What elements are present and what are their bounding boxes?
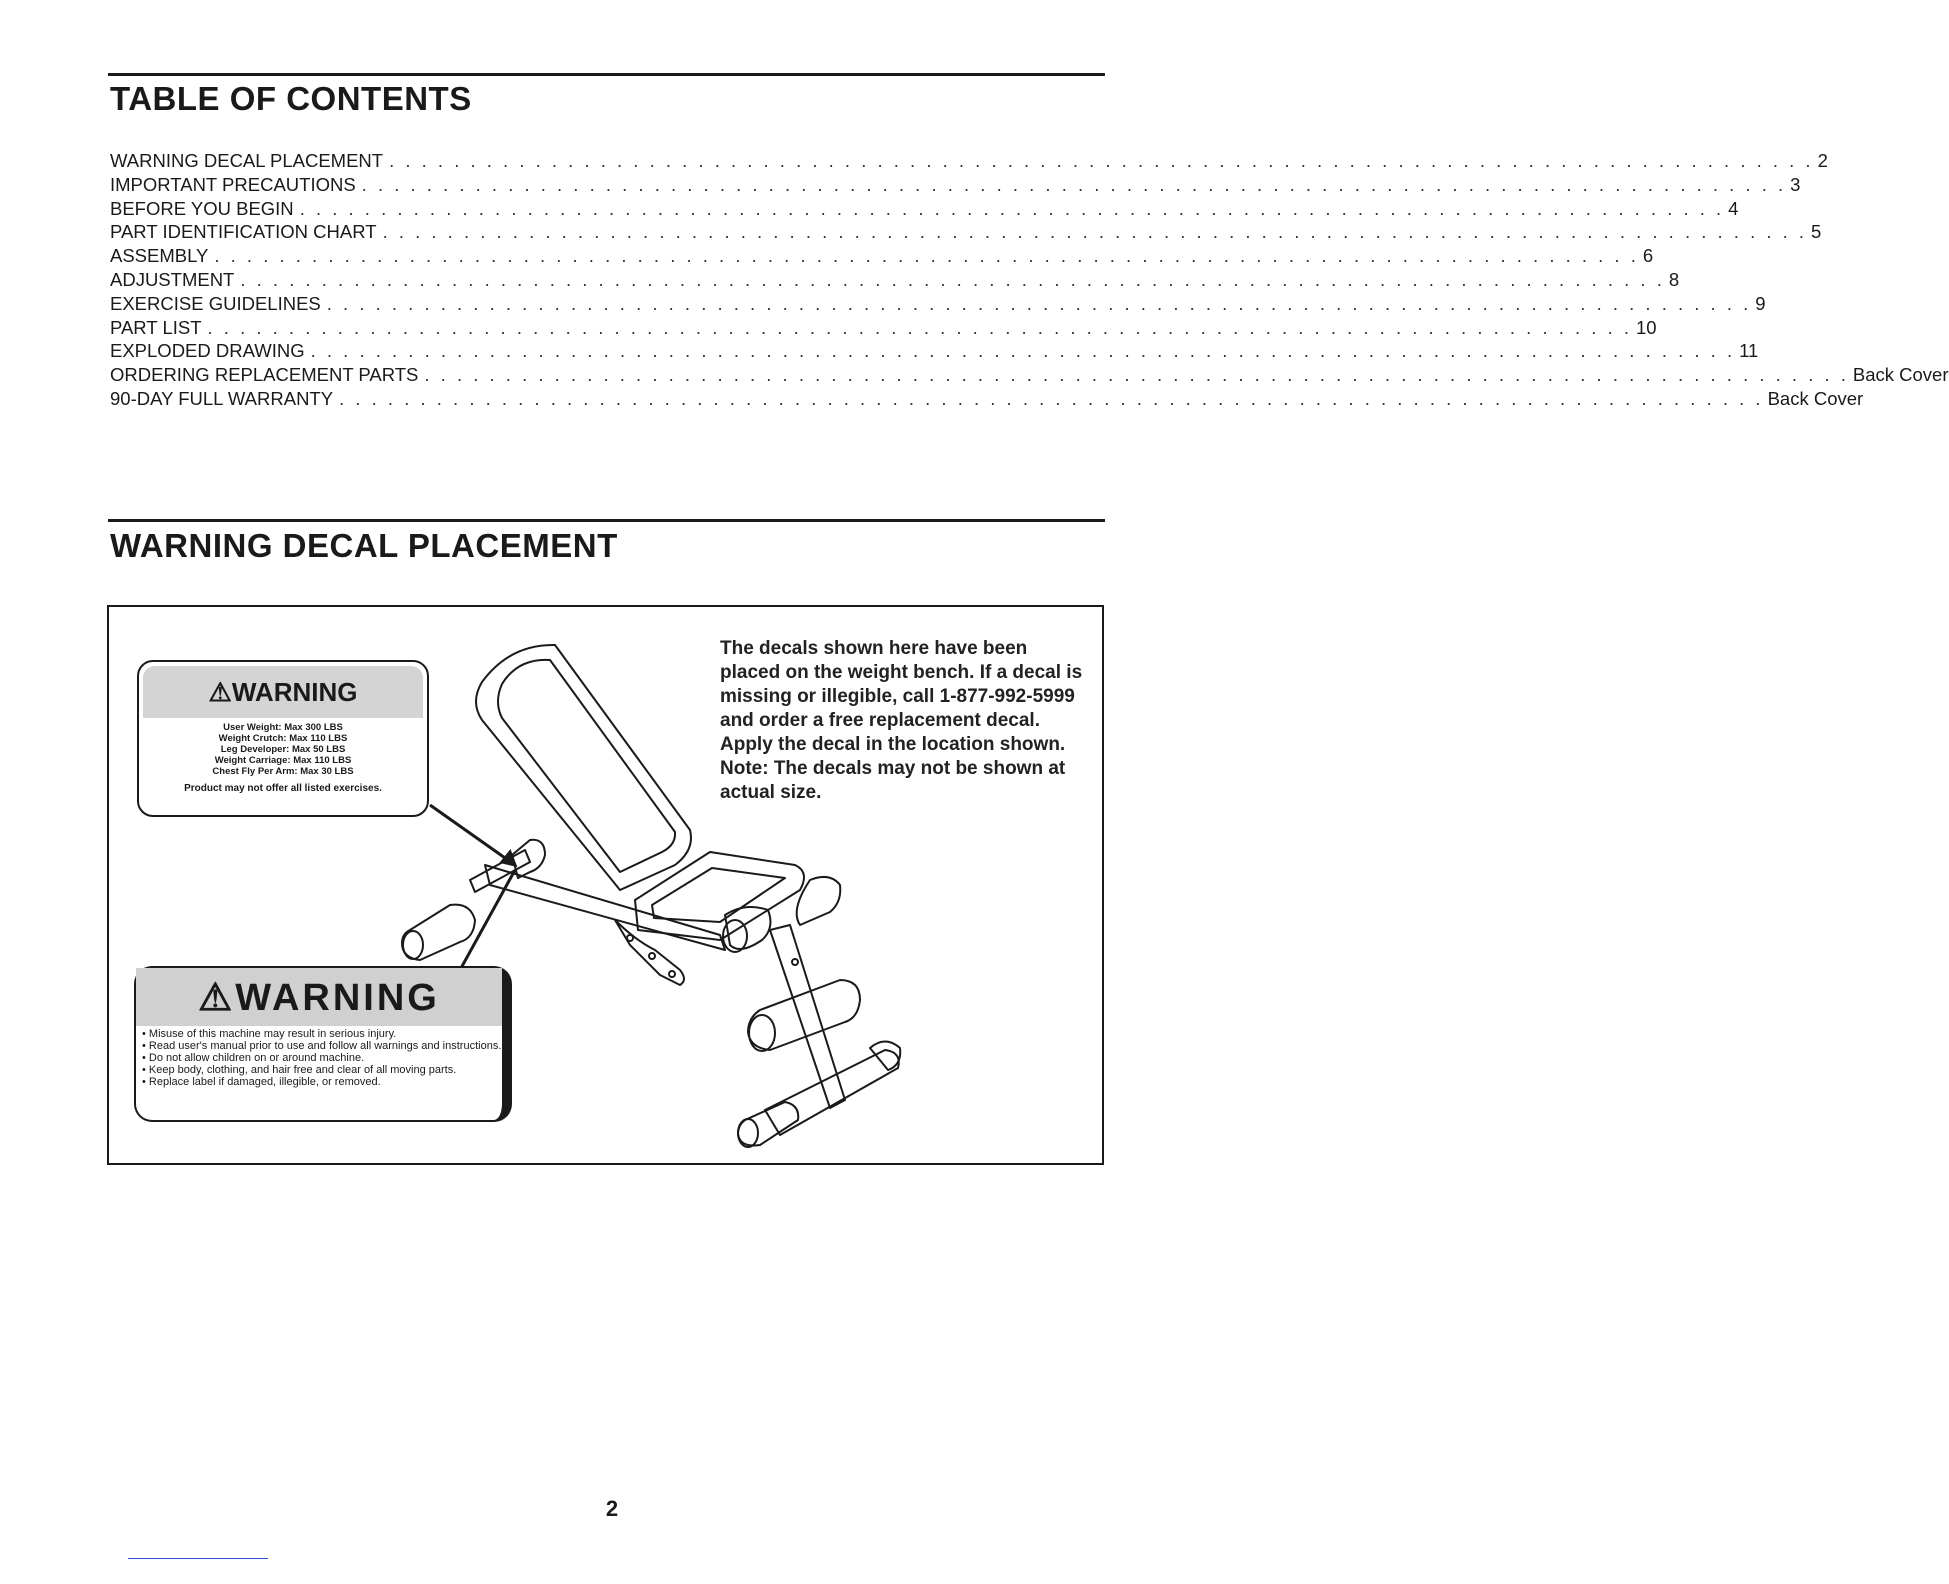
toc-entry-page: 8 [1668, 268, 1680, 290]
toc-entry[interactable] [110, 292, 1766, 316]
warning-bullets [142, 1028, 502, 1088]
front-roller-left-end [403, 931, 423, 959]
toc-entry-page: Back Cover [1852, 364, 1949, 386]
toc-leader-dots: . . . . . . . . . . . . . . . . . . . . . . . . . . . . . . . . . . . . . . . . . . . . . . . . . . . . . . . . . . . . . . . . . . . . . . . . . . . . . . . . . . . . . . . . [240, 268, 1665, 290]
backrest-pad-inset [498, 660, 675, 872]
toc-entry-page: 6 [1642, 245, 1654, 267]
toc-leader-dots: . . . . . . . . . . . . . . . . . . . . . . . . . . . . . . . . . . . . . . . . . . . . . . . . . . . . . . . . . . . . . . . . . . . . . . . . . . . . . . . . . . . . . . . . [382, 221, 1808, 243]
toc-leader-dots: . . . . . . . . . . . . . . . . . . . . . . . . . . . . . . . . . . . . . . . . . . . . . . . . . . . . . . . . . . . . . . . . . . . . . . . . . . . . . . . . . . . . . . . . [339, 387, 1764, 409]
bracket-hole-2 [649, 953, 655, 959]
toc-entry-title: ORDERING REPLACEMENT PARTS [110, 364, 419, 386]
toc-top-rule [108, 73, 1105, 76]
toc-entry-page: 5 [1811, 221, 1822, 243]
toc-entry-title: WARNING DECAL PLACEMENT [110, 150, 384, 171]
toc-list [110, 149, 1949, 411]
toc-leader-dots: . . . . . . . . . . . . . . . . . . . . . . . . . . . . . . . . . . . . . . . . . . . . . . . . . . . . . . . . . . . . . . . . . . . . . . . . . . . . . . . . . . . . . . . . [361, 173, 1787, 195]
warning-bullet: • Read user's manual prior to use and follow all warnings and instructions. [142, 1040, 502, 1052]
toc-entry-title: EXPLODED DRAWING [110, 340, 305, 362]
decal-note: Product may not offer all listed exercises. [184, 783, 382, 794]
bracket-hole-1 [627, 935, 633, 941]
toc-entry-title: PART IDENTIFICATION CHART [110, 221, 377, 243]
leg-roller-end [749, 1015, 775, 1051]
decal-section-rule [108, 519, 1105, 522]
page-number: 2 [605, 1496, 619, 1521]
toc-entry-page: 2 [1817, 150, 1828, 171]
toc-leader-dots: . . . . . . . . . . . . . . . . . . . . . . . . . . . . . . . . . . . . . . . . . . . . . . . . . . . . . . . . . . . . . . . . . . . . . . . . . . . . . . . . . . . . . . . . [310, 340, 1736, 362]
toc-heading: TABLE OF CONTENTS [110, 80, 472, 117]
warning-bullet: • Misuse of this machine may result in serious injury. [142, 1028, 502, 1040]
rear-leg [770, 925, 845, 1108]
toc-leader-dots: . . . . . . . . . . . . . . . . . . . . . . . . . . . . . . . . . . . . . . . . . . . . . . . . . . . . . . . . . . . . . . . . . . . . . . . . . . . . . . . . . . . . . . . . [389, 150, 1814, 171]
toc-leader-dots: . . . . . . . . . . . . . . . . . . . . . . . . . . . . . . . . . . . . . . . . . . . . . . . . . . . . . . . . . . . . . . . . . . . . . . . . . . . . . . . . . . . . . . . . [214, 245, 1639, 267]
front-roller-tube [470, 850, 530, 892]
decal-limit-line: Chest Fly Per Arm: Max 30 LBS [212, 766, 354, 777]
front-roller-left [402, 905, 475, 960]
toc-entry[interactable] [110, 339, 1759, 363]
bracket-hole-3 [669, 971, 675, 977]
pointer-line-small-decal [430, 805, 515, 865]
base-foot [765, 1050, 899, 1135]
toc-entry-title: 90-DAY FULL WARRANTY [110, 387, 334, 409]
decal-limit-line: Leg Developer: Max 50 LBS [220, 744, 346, 755]
toc-entry-page: 4 [1728, 197, 1739, 219]
toc-entry[interactable] [110, 173, 1801, 197]
toc-entry-page: 11 [1739, 340, 1759, 362]
decal-limit-line: Weight Carriage: Max 110 LBS [214, 755, 352, 766]
warning-bullet: • Keep body, clothing, and hair free and clear of all moving parts. [142, 1064, 502, 1076]
footer-link-underline [128, 1558, 268, 1559]
toc-entry-title: PART LIST [110, 316, 202, 338]
warning-decal-small [137, 660, 429, 817]
warning-bullet: • Do not allow children on or around machine. [142, 1052, 502, 1064]
toc-entry-page: 3 [1790, 173, 1801, 195]
seat [635, 852, 804, 940]
toc-leader-dots: . . . . . . . . . . . . . . . . . . . . . . . . . . . . . . . . . . . . . . . . . . . . . . . . . . . . . . . . . . . . . . . . . . . . . . . . . . . . . . . . . . . . . . . . [424, 364, 1849, 386]
toc-entry-title: EXERCISE GUIDELINES [110, 292, 321, 314]
main-frame [485, 865, 725, 950]
warning-bullet: • Replace label if damaged, illegible, or removed. [142, 1076, 502, 1088]
toc-entry-page: 10 [1636, 316, 1657, 338]
base-roller-left-end [738, 1119, 758, 1147]
toc-leader-dots: . . . . . . . . . . . . . . . . . . . . . . . . . . . . . . . . . . . . . . . . . . . . . . . . . . . . . . . . . . . . . . . . . . . . . . . . . . . . . . . . . . . . . . . . [299, 197, 1725, 219]
toc-entry[interactable] [110, 149, 1828, 173]
toc-entry[interactable] [110, 244, 1654, 268]
decal-limit-line: Weight Crutch: Max 110 LBS [218, 733, 348, 744]
toc-leader-dots: . . . . . . . . . . . . . . . . . . . . . . . . . . . . . . . . . . . . . . . . . . . . . . . . . . . . . . . . . . . . . . . . . . . . . . . . . . . . . . . . . . . . . . . . [326, 292, 1752, 314]
warning-header: ⚠WARNING [136, 968, 502, 1026]
toc-leader-dots: . . . . . . . . . . . . . . . . . . . . . . . . . . . . . . . . . . . . . . . . . . . . . . . . . . . . . . . . . . . . . . . . . . . . . . . . . . . . . . . . . . . . . . . . [207, 316, 1632, 338]
toc-entry-page: Back Cover [1767, 387, 1864, 409]
toc-entry-page: 9 [1755, 292, 1766, 314]
decal-instructions: The decals shown here have been placed on the weight bench. If a decal is missing or illegible, call 1-877-992-5999 and order a free replacement decal. Apply the decal in the location shown. Note: The decals may not be shown at actual size. [720, 638, 1083, 803]
toc-entry[interactable] [110, 363, 1949, 387]
toc-entry[interactable] [110, 316, 1657, 340]
base-roller-left [738, 1102, 798, 1146]
rear-leg-pin [792, 959, 798, 965]
decal-limit-line: User Weight: Max 300 LBS [223, 722, 343, 733]
toc-entry-title: IMPORTANT PRECAUTIONS [110, 173, 356, 195]
warning-decal-large [134, 966, 512, 1122]
toc-entry[interactable] [110, 220, 1822, 244]
decal-section-heading: WARNING DECAL PLACEMENT [110, 527, 618, 564]
warning-header: ⚠WARNING [143, 666, 423, 718]
toc-entry-title: BEFORE YOU BEGIN [110, 197, 294, 219]
toc-entry[interactable] [110, 268, 1680, 292]
toc-entry-title: ADJUSTMENT [110, 268, 235, 290]
toc-entry-title: ASSEMBLY [110, 245, 209, 267]
toc-entry[interactable] [110, 387, 1864, 411]
toc-entry[interactable] [110, 197, 1739, 221]
